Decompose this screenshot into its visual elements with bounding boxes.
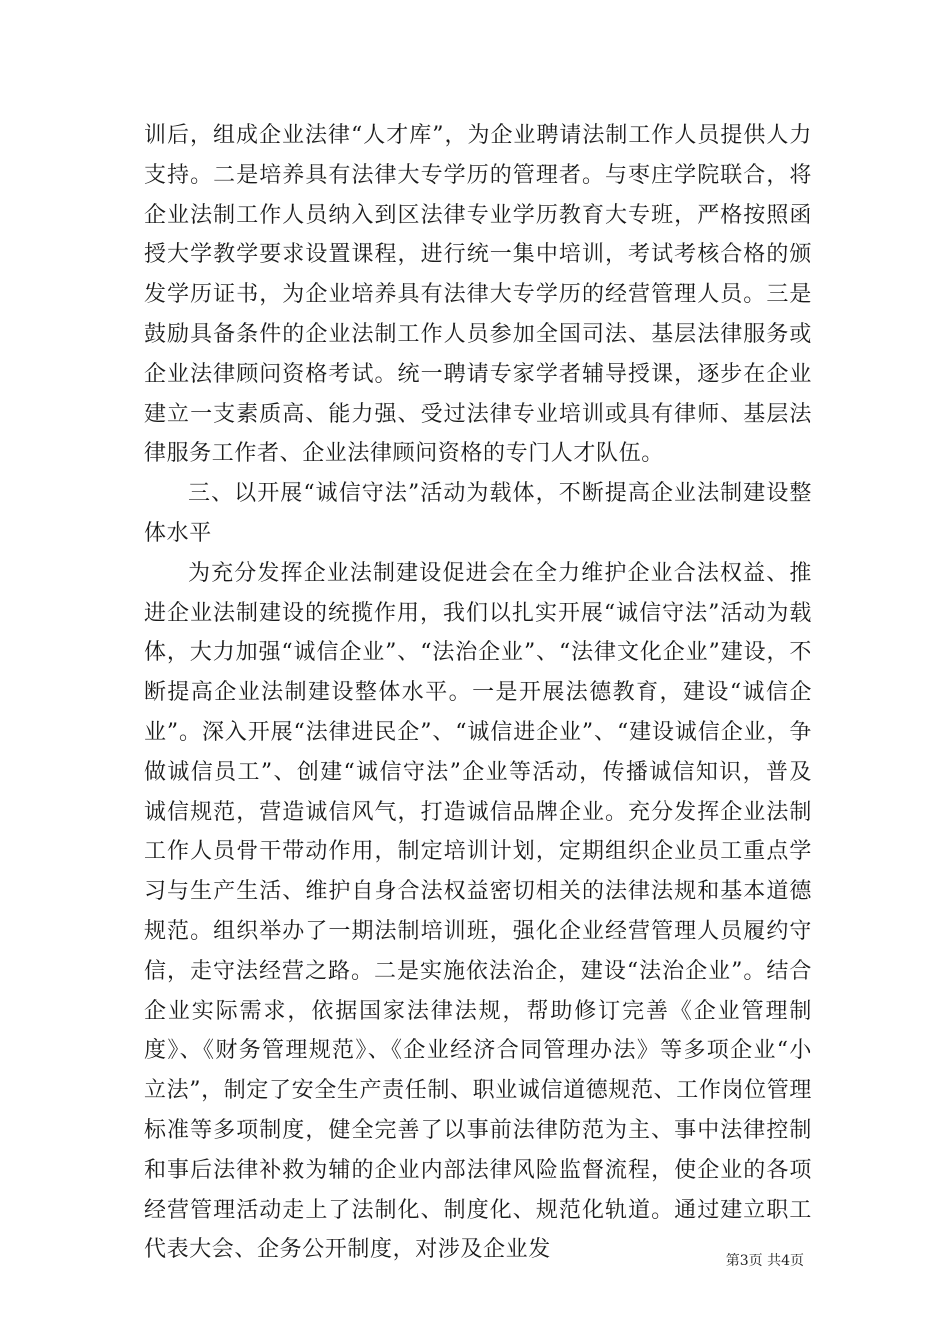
paragraph-2: 为充分发挥企业法制建设促进会在全力维护企业合法权益、推进企业法制建设的统揽作用，我们以扎实开展“诚信守法”活动为载体，大力加强“诚信企业”、“法治企业”、“法律文化企业”建设，不断提高企业法制建设整体水平。一是开展法德教育，建设“诚信企业”。深入开展“法律进民企”、“诚信进企业”、“建设诚信企业，争做诚信员工”、创建“诚信守法”企业等活动，传播诚信知识，普及诚信规范，营造诚信风气，打造诚信品牌企业。充分发挥企业法制工作人员骨干带动作用，制定培训计划，定期组织企业员工重点学习与生产生活、维护自身合法权益密切相关的法律法规和基本道德规范。组织举办了一期法制培训班，强化企业经营管理人员履约守信，走守法经营之路。二是实施依法治企，建设“法治企业”。结合企业实际需求，依据国家法律法规，帮助修订完善《企业管理制度》、《财务管理规范》、《企业经济合同管理办法》等多项企业“小立法”，制定了安全生产责任制、职业诚信道德规范、工作岗位管理标准等多项制度，健全完善了以事前法律防范为主、事中法律控制和事后法律补救为辅的企业内部法律风险监督流程，使企业的各项经营管理活动走上了法制化、制度化、规范化轨道。通过建立职工代表大会、企务公开制度，对涉及企业发	[144, 560, 812, 1263]
paragraph-1: 训后，组成企业法律“人才库”，为企业聘请法制工作人员提供人力支持。二是培养具有法律大专学历的管理者。与枣庄学院联合，将企业法制工作人员纳入到区法律专业学历教育大专班，严格按照函授大学教学要求设置课程，进行统一集中培训，考试考核合格的颁发学历证书，为企业培养具有法律大专学历的经营管理人员。三是鼓励具备条件的企业法制工作人员参加全国司法、基层法律服务或企业法律顾问资格考试。统一聘请专家学者辅导授课，逐步在企业建立一支素质高、能力强、受过法律专业培训或具有律师、基层法律服务工作者、企业法律顾问资格的专门人才队伍。	[144, 123, 812, 467]
document-body	[144, 116, 812, 1270]
page-number-footer: 第3页 共4页	[725, 1253, 804, 1269]
section-heading-3: 三、以开展“诚信守法”活动为载体，不断提高企业法制建设整体水平	[144, 481, 812, 546]
